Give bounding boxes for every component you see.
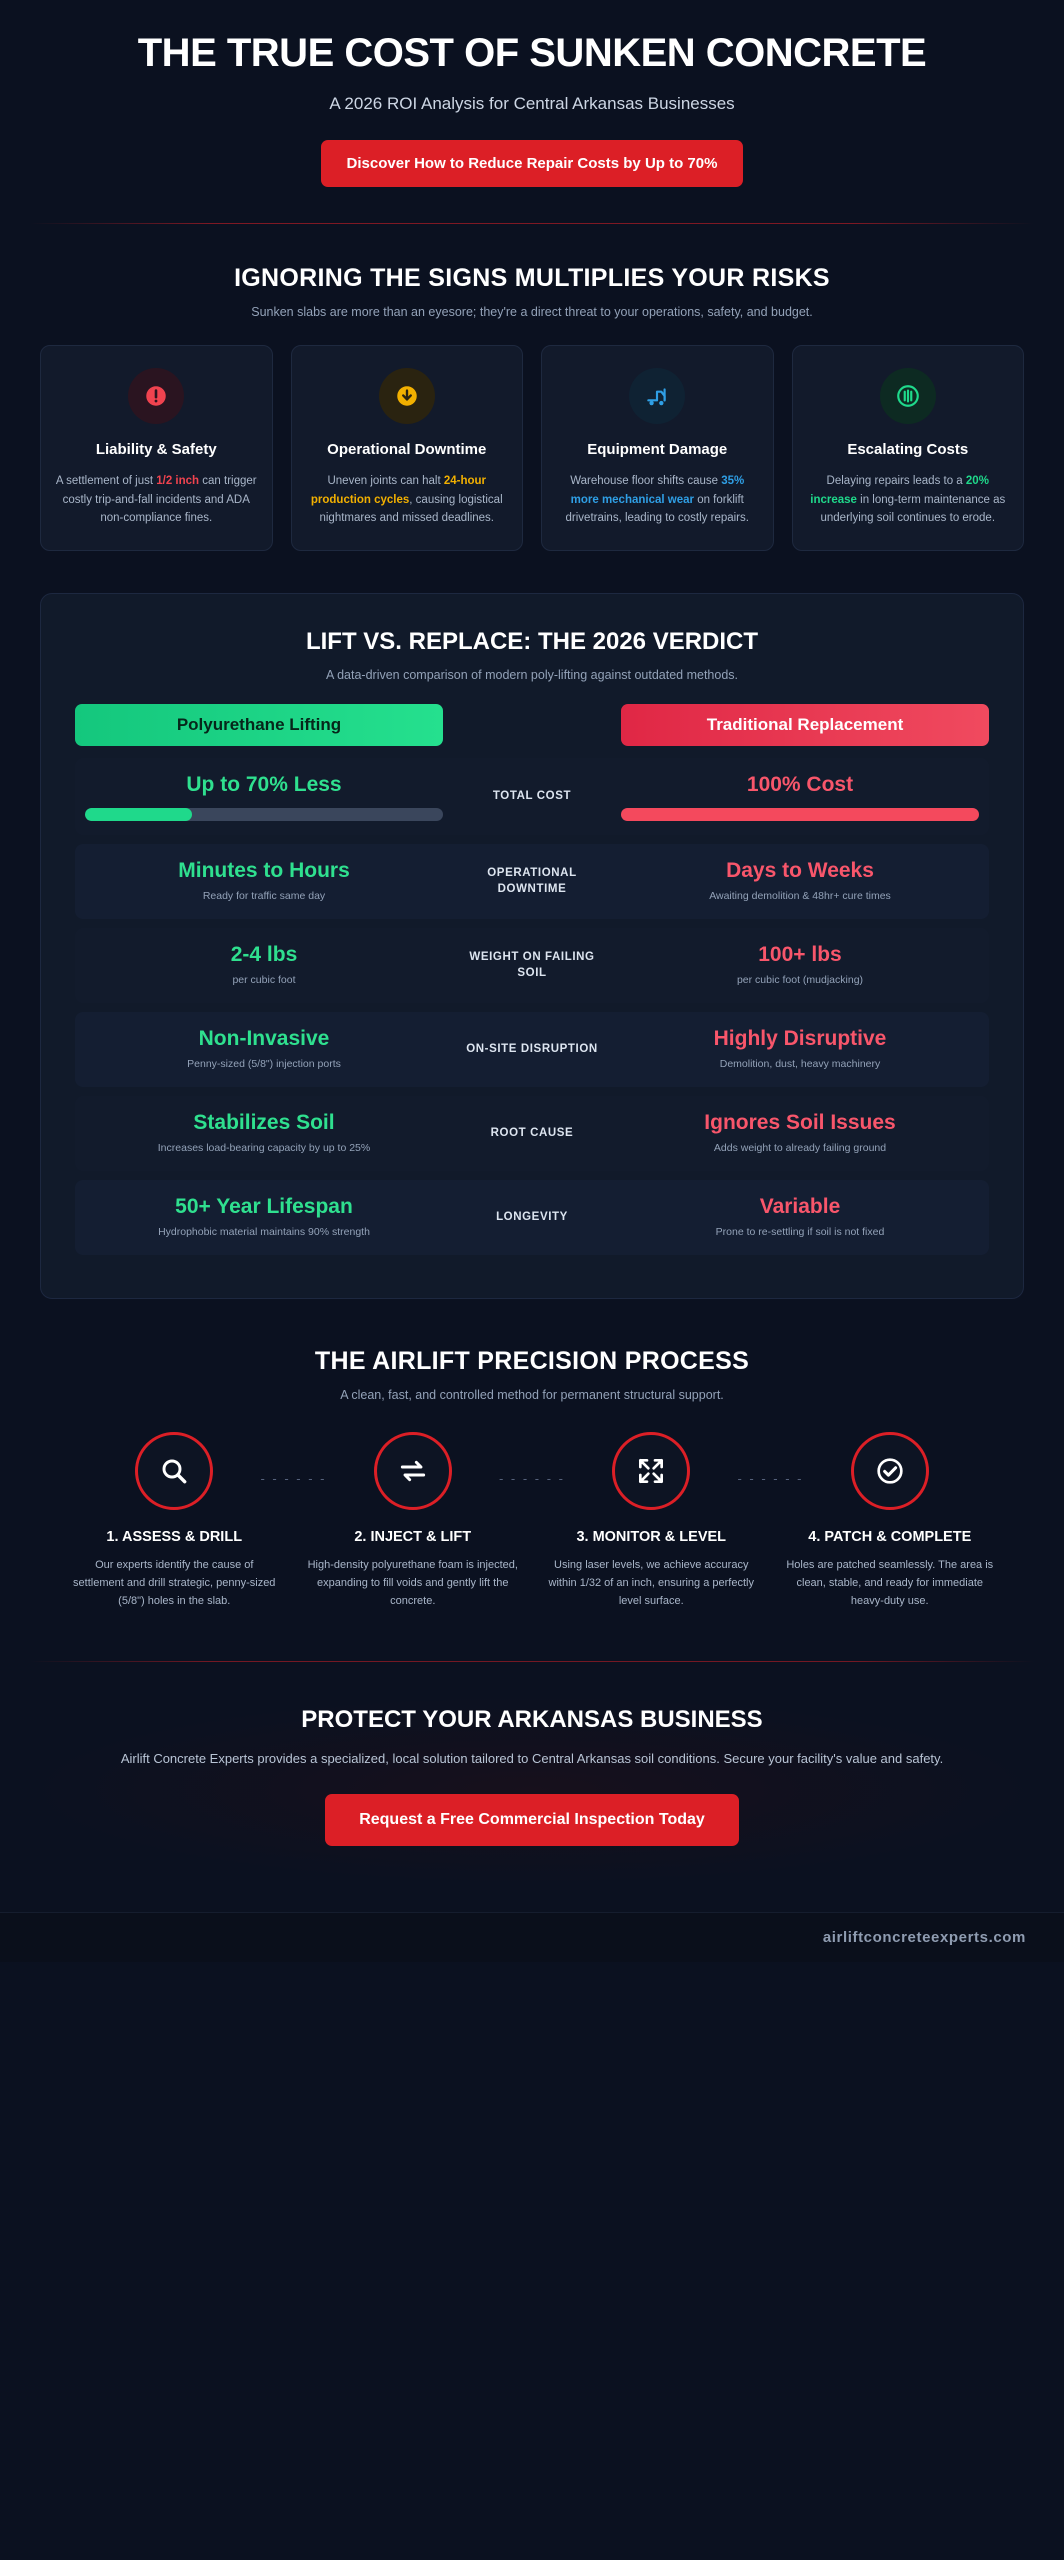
process-step	[55, 1432, 327, 1611]
step-connector: - - - - - -	[498, 1470, 566, 1486]
comparison-cell-right	[621, 942, 979, 989]
column-header-spacer	[457, 704, 607, 746]
download-arrow-icon	[379, 368, 435, 424]
risk-card-title: Equipment Damage	[587, 441, 728, 459]
cost-bar-right	[621, 808, 979, 821]
alert-circle-icon	[128, 368, 184, 424]
comparison-right-note: Demolition, dust, heavy machinery	[719, 1058, 881, 1071]
comparison-left-note: Penny-sized (5/8") injection ports	[187, 1058, 341, 1071]
risk-card	[541, 345, 774, 550]
request-inspection-button[interactable]: Request a Free Commercial Inspection Today	[325, 1794, 739, 1846]
site-url[interactable]: airliftconcreteexperts.com	[0, 1912, 1064, 1962]
step-connector: - - - - - -	[260, 1470, 327, 1486]
comparison-row	[75, 758, 989, 835]
comparison-section	[40, 593, 1024, 1299]
comparison-row	[75, 1012, 989, 1087]
comparison-right-value: 100% Cost	[746, 772, 854, 796]
comparison-right-value: Variable	[759, 1194, 841, 1218]
hero-divider	[30, 223, 1034, 224]
hero-section	[0, 0, 1064, 187]
comparison-right-note: per cubic foot (mudjacking)	[736, 974, 864, 987]
expand-arrows-icon	[612, 1432, 690, 1510]
comparison-left-note: Increases load-bearing capacity by up to 25%	[157, 1141, 371, 1154]
comparison-cell-left	[85, 942, 443, 989]
comparison-row	[75, 1096, 989, 1171]
comparison-row-label: OPERATIONAL DOWNTIME	[487, 866, 577, 896]
risk-card-title: Liability & Safety	[95, 441, 217, 459]
comparison-cell-right	[621, 1026, 979, 1073]
comparison-cell-right	[621, 1194, 979, 1241]
discover-cta-button[interactable]: Discover How to Reduce Repair Costs by Up to 70%	[321, 140, 744, 187]
comparison-left-value: 2-4 lbs	[230, 942, 298, 966]
comparison-cell-left	[85, 1026, 443, 1073]
risk-card-title: Operational Downtime	[327, 441, 487, 459]
comparison-row	[75, 928, 989, 1003]
process-steps	[0, 1432, 1064, 1611]
risk-card	[792, 345, 1025, 550]
magnifier-icon	[135, 1432, 213, 1510]
comparison-cell-left	[85, 1194, 443, 1241]
comparison-rows	[75, 758, 989, 1255]
exchange-arrows-icon	[374, 1432, 452, 1510]
comparison-cell-left	[85, 1110, 443, 1157]
comparison-cell-right	[621, 772, 979, 821]
comparison-row-label: ROOT CAUSE	[490, 1126, 574, 1139]
process-step-name: 3. MONITOR & LEVEL	[576, 1528, 727, 1545]
risk-card-text: Warehouse floor shifts cause 35% more mechanical wear on forklift drivetrains, leading to costly repairs.	[565, 474, 749, 525]
comparison-subtitle: A data-driven comparison of modern poly-lifting against outdated methods.	[325, 667, 739, 682]
comparison-right-value: Highly Disruptive	[713, 1026, 887, 1050]
comparison-row-label: TOTAL COST	[492, 790, 572, 803]
trending-cost-icon	[880, 368, 936, 424]
comparison-cell-right	[621, 1110, 979, 1157]
footer-divider	[30, 1661, 1034, 1662]
final-title: PROTECT YOUR ARKANSAS BUSINESS	[301, 1705, 763, 1733]
check-circle-icon	[851, 1432, 929, 1510]
final-text: Airlift Concrete Experts provides a specialized, local solution tailored to Central Arkansas soil conditions. Secure your facility's value and safety.	[120, 1750, 944, 1766]
column-header-traditional: Traditional Replacement	[621, 704, 989, 746]
comparison-cell-left	[85, 858, 443, 905]
column-header-polyurethane: Polyurethane Lifting	[75, 704, 443, 746]
process-step	[771, 1432, 1010, 1611]
page-title: THE TRUE COST OF SUNKEN CONCRETE	[137, 31, 927, 75]
risk-card	[291, 345, 524, 550]
comparison-row	[75, 1180, 989, 1255]
comparison-left-note: per cubic foot	[232, 974, 296, 987]
comparison-row-label: WEIGHT ON FAILING SOIL	[469, 950, 595, 980]
cost-bar-left	[85, 808, 443, 821]
process-step-name: 1. ASSESS & DRILL	[106, 1528, 243, 1545]
comparison-left-note: Hydrophobic material maintains 90% strength	[158, 1225, 370, 1238]
hero-subtitle: A 2026 ROI Analysis for Central Arkansas Businesses	[329, 94, 735, 114]
comparison-title: LIFT VS. REPLACE: THE 2026 VERDICT	[305, 627, 759, 655]
comparison-right-value: Ignores Soil Issues	[704, 1110, 896, 1134]
comparison-right-note: Awaiting demolition & 48hr+ cure times	[709, 890, 891, 903]
forklift-icon	[629, 368, 685, 424]
comparison-right-note: Adds weight to already failing ground	[713, 1141, 887, 1154]
comparison-right-value: Days to Weeks	[726, 858, 874, 882]
process-step	[532, 1432, 804, 1611]
process-step	[294, 1432, 566, 1611]
risk-card-text: A settlement of just 1/2 inch can trigger costly trip-and-fall incidents and ADA non-compliance fines.	[55, 474, 257, 525]
comparison-cell-right	[621, 858, 979, 905]
process-subtitle: A clean, fast, and controlled method for permanent structural support.	[340, 1387, 724, 1402]
step-connector: - - - - - -	[737, 1470, 804, 1486]
comparison-header-row	[75, 704, 989, 746]
comparison-left-value: Stabilizes Soil	[193, 1110, 335, 1134]
comparison-row-label: ON-SITE DISRUPTION	[466, 1042, 598, 1055]
risk-card-text: Uneven joints can halt 24-hour production cycles, causing logistical nightmares and missed deadlines.	[310, 474, 503, 525]
risk-card-text: Delaying repairs leads to a 20% increase in long-term maintenance as underlying soil continues to erode.	[810, 474, 1006, 525]
risk-card-grid	[0, 345, 1064, 550]
comparison-left-value: Minutes to Hours	[178, 858, 350, 882]
comparison-left-value: 50+ Year Lifespan	[175, 1194, 353, 1218]
process-step-name: 2. INJECT & LIFT	[354, 1528, 472, 1545]
comparison-right-value: 100+ lbs	[758, 942, 842, 966]
final-cta-section	[40, 1698, 1024, 1882]
process-step-text: Using laser levels, we achieve accuracy within 1/32 of an inch, ensuring a perfectly level surface.	[548, 1559, 754, 1608]
process-step-text: High-density polyurethane foam is injected, expanding to fill voids and gently lift the concrete.	[307, 1559, 518, 1608]
process-step-text: Our experts identify the cause of settlement and drill strategic, penny-sized (5/8") holes in the slab.	[73, 1559, 276, 1608]
comparison-left-value: Up to 70% Less	[186, 772, 342, 796]
process-title: THE AIRLIFT PRECISION PROCESS	[314, 1346, 750, 1375]
risks-subtitle: Sunken slabs are more than an eyesore; they're a direct threat to your operations, safety, and budget.	[251, 305, 813, 320]
comparison-right-note: Prone to re-settling if soil is not fixed	[715, 1225, 885, 1238]
comparison-row	[75, 844, 989, 919]
comparison-cell-left	[85, 772, 443, 821]
comparison-row-label: LONGEVITY	[496, 1210, 568, 1223]
comparison-left-value: Non-Invasive	[198, 1026, 330, 1050]
risk-card-title: Escalating Costs	[847, 441, 969, 459]
process-step-text: Holes are patched seamlessly. The area is clean, stable, and ready for immediate heavy-duty use.	[786, 1559, 994, 1608]
risk-card	[40, 345, 273, 550]
process-step-name: 4. PATCH & COMPLETE	[808, 1528, 972, 1545]
comparison-left-note: Ready for traffic same day	[202, 890, 326, 903]
risks-title: IGNORING THE SIGNS MULTIPLIES YOUR RISKS	[234, 264, 830, 293]
